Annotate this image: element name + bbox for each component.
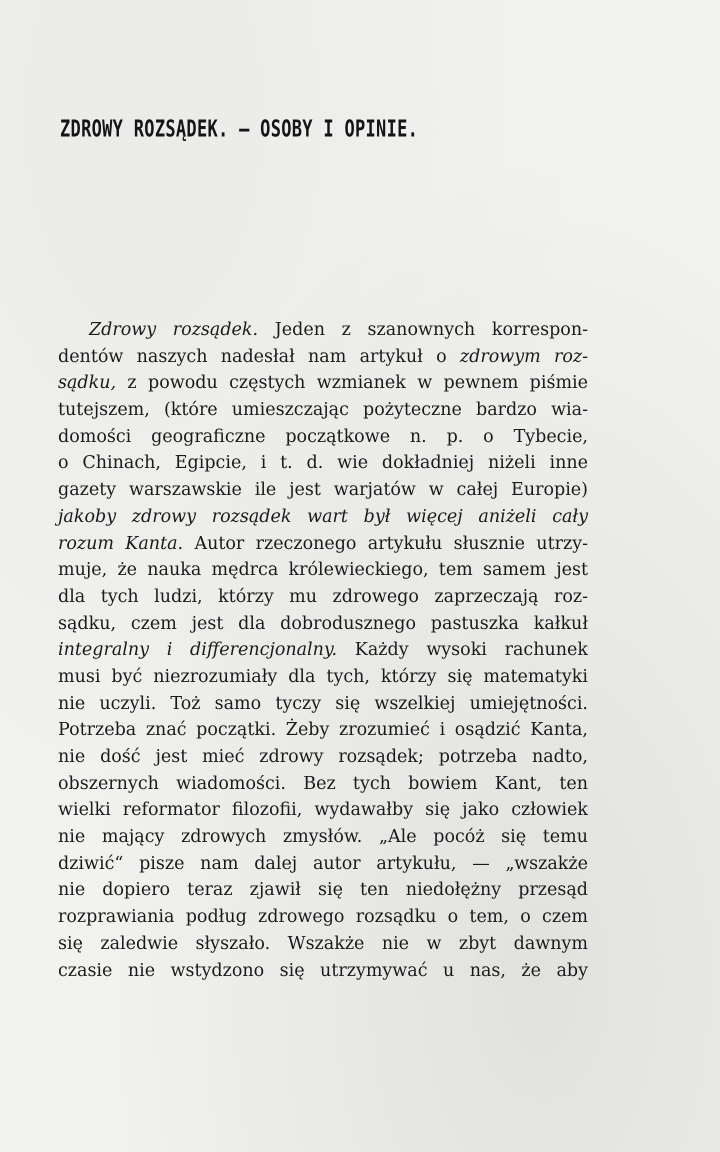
italic-text: zdrowym roz- xyxy=(459,346,588,367)
text-run: Potrzeba znać początki. Żeby zrozumieć i osądzić Kanta, xyxy=(58,720,588,741)
text-line xyxy=(58,531,588,558)
text-line xyxy=(58,851,588,878)
text-line xyxy=(58,370,588,397)
text-line xyxy=(58,397,588,424)
text-line xyxy=(58,958,588,985)
text-line xyxy=(58,664,588,691)
italic-text: Zdrowy rozsądek. xyxy=(89,320,259,340)
text-line xyxy=(58,744,588,771)
text-run: wielki reformator filozofii, wydawałby się jako człowiek xyxy=(58,800,588,821)
text-line xyxy=(58,771,588,798)
text-run: nie mający zdrowych zmysłów. „Ale pocóż się temu xyxy=(58,827,588,848)
text-line xyxy=(58,637,588,664)
text-line xyxy=(58,504,588,531)
text-line xyxy=(58,424,588,451)
text-line xyxy=(58,611,588,638)
text-line xyxy=(58,317,588,344)
text-line xyxy=(58,797,588,824)
text-run: muje, że nauka mędrca królewieckiego, tem samem jest xyxy=(58,560,588,581)
text-run: się zaledwie słyszało. Wszakże nie w zbyt dawnym xyxy=(58,933,588,954)
italic-text: integralny i differencjonalny. xyxy=(58,640,338,661)
text-run: tutejszem, (które umieszczając pożyteczne bardzo wia- xyxy=(58,400,588,421)
italic-text: rozum Kanta. xyxy=(58,533,184,554)
text-run: obszernych wiadomości. Bez tych bowiem Kant, ten xyxy=(58,773,588,794)
text-run: nie dość jest mieć zdrowy rozsądek; potrzeba nadto, xyxy=(58,747,588,767)
text-run: dziwić“ pisze nam dalej autor artykułu, — „wszakże xyxy=(58,853,588,874)
text-run: dentów naszych nadesłał nam artykuł o xyxy=(58,346,460,367)
text-run: gazety warszawskie ile jest warjatów w całej Europie) xyxy=(58,480,588,501)
text-line xyxy=(58,691,588,718)
text-line xyxy=(58,877,588,904)
text-run: Jeden z szanownych korrespon- xyxy=(258,320,589,340)
text-run: Każdy wysoki rachunek xyxy=(337,640,588,661)
text-run: domości geograficzne początkowe n. p. o Tybecie, xyxy=(58,426,588,447)
page-heading: ZDROWY ROZSĄDEK. — OSOBY I OPINIE. xyxy=(60,116,419,143)
text-line xyxy=(58,904,588,931)
italic-text: jakoby zdrowy rozsądek wart był więcej aniżeli cały xyxy=(58,506,588,527)
text-run: nie uczyli. Toż samo tyczy się wszelkiej umiejętności. xyxy=(58,693,588,714)
text-run: dla tych ludzi, którzy mu zdrowego zaprzeczają roz- xyxy=(58,586,588,607)
text-line xyxy=(58,717,588,744)
text-line xyxy=(58,344,588,371)
text-line xyxy=(58,584,588,611)
text-run: rozprawiania podług zdrowego rozsądku o tem, o czem xyxy=(58,907,588,928)
text-line xyxy=(58,477,588,504)
text-run: musi być niezrozumiały dla tych, którzy się matematyki xyxy=(58,666,588,687)
text-run: o Chinach, Egipcie, i t. d. wie dokładniej niżeli inne xyxy=(58,453,588,474)
body-paragraph xyxy=(58,317,588,984)
text-line xyxy=(58,931,588,958)
text-run: sądku, czem jest dla dobrodusznego pastuszka kałkuł xyxy=(58,613,588,634)
text-line xyxy=(58,450,588,477)
text-run: nie dopiero teraz zjawił się ten niedołężny przesąd xyxy=(58,880,588,901)
text-run: czasie nie wstydzono się utrzymywać u nas, że aby xyxy=(58,960,588,981)
text-line xyxy=(58,557,588,584)
text-run: Autor rzeczonego artykułu słusznie utrzy- xyxy=(183,533,588,554)
text-run: z powodu częstych wzmianek w pewnem piśmie xyxy=(116,373,588,394)
text-line xyxy=(58,824,588,851)
italic-text: sądku, xyxy=(58,373,117,394)
